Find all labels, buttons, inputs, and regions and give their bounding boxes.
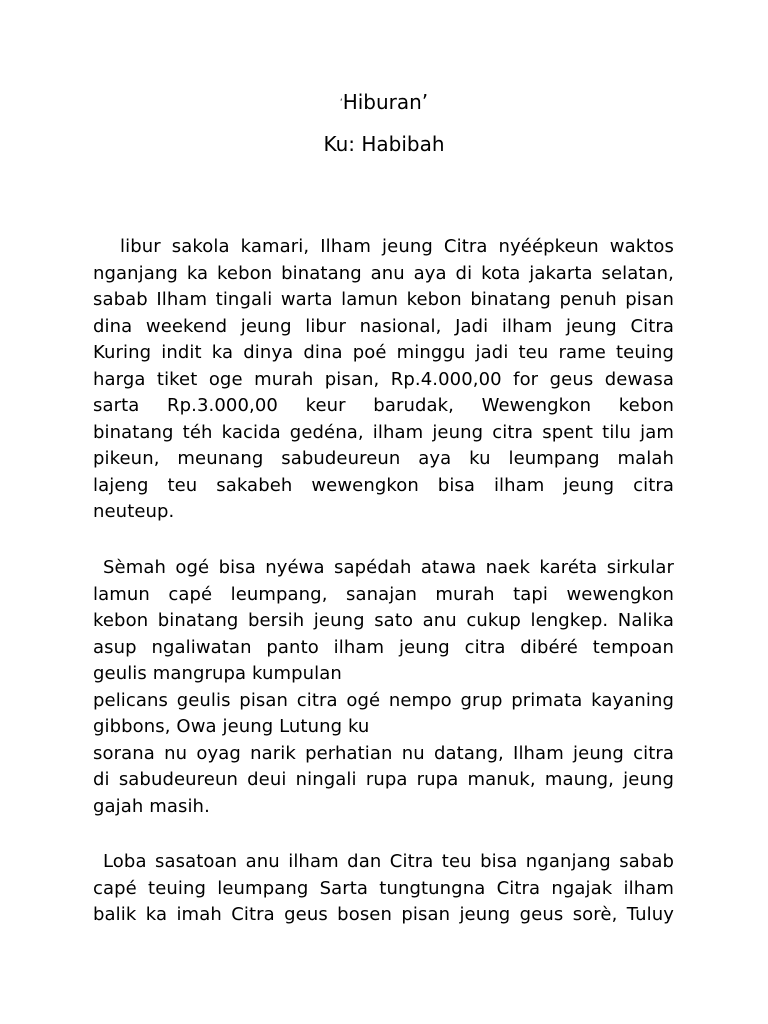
- paragraph-line: libur sakola kamari, Ilham jeung Citra nyéépkeun waktos: [120, 236, 674, 257]
- paragraph-line: pelicans geulis pisan citra ogé nempo grup primata kayaning: [93, 689, 674, 711]
- paragraph-line: asup ngaliwatan panto ilham jeung citra dibéré tempoan: [93, 636, 674, 658]
- paragraph-line: geulis mangrupa kumpulan: [93, 663, 342, 684]
- paragraph-line: harga tiket oge murah pisan, Rp.4.000,00 for geus dewasa: [93, 368, 674, 390]
- paragraph-line: sorana nu oyag narik perhatian nu datang, Ilham jeung citra: [93, 742, 674, 764]
- story-title-text: Hiburan’: [342, 90, 429, 114]
- paragraph-line: sarta Rp.3.000,00 keur barudak, Wewengkon kebon: [93, 395, 674, 416]
- paragraph-line: neuteup.: [93, 501, 175, 522]
- paragraph-3: [93, 849, 674, 929]
- paragraph-line: Sèmah ogé bisa nyéwa sapédah atawa naek karéta sirkular: [103, 557, 674, 578]
- paragraph-line: Loba sasatoan anu ilham dan Citra teu bisa nganjang sabab: [103, 851, 674, 872]
- paragraph-2: [93, 555, 674, 820]
- paragraph-line: nganjang ka kebon binatang anu aya di kota jakarta selatan,: [93, 262, 674, 284]
- paragraph-line: kebon binatang bersih jeung sato anu cukup lengkep. Nalika: [93, 610, 674, 631]
- paragraph-line: gajah masih.: [93, 795, 210, 817]
- paragraph-line: pikeun, meunang sabudeureun aya ku leumpang malah: [93, 448, 674, 469]
- paragraph-line: gibbons, Owa jeung Lutung ku: [93, 716, 370, 737]
- paragraph-line: binatang téh kacida gedéna, ilham jeung citra spent tilu jam: [93, 421, 674, 443]
- paragraph-line: lajeng teu sakabeh wewengkon bisa ilham jeung citra: [93, 474, 674, 496]
- paragraph-line: sabab Ilham tingali warta lamun kebon binatang penuh pisan: [93, 289, 674, 310]
- title-quote-mark: ‘: [339, 98, 343, 108]
- paragraph-1: [93, 234, 674, 526]
- paragraph-line: lamun capé leumpang, sanajan murah tapi wewengkon: [93, 583, 674, 605]
- paragraph-line: capé teuing leumpang Sarta tungtungna Citra ngajak ilham: [93, 877, 674, 899]
- paragraph-line: dina weekend jeung libur nasional, Jadi ilham jeung Citra: [93, 315, 674, 337]
- paragraph-line: di sabudeureun deui ningali rupa rupa manuk, maung, jeung: [93, 769, 674, 790]
- story-title: [0, 89, 768, 116]
- story-author: Ku: Habibah: [323, 132, 445, 156]
- paragraph-line: balik ka imah Citra geus bosen pisan jeung geus sorè, Tuluy: [93, 904, 674, 925]
- paragraph-line: Kuring indit ka dinya dina poé minggu jadi teu rame teuing: [93, 342, 674, 363]
